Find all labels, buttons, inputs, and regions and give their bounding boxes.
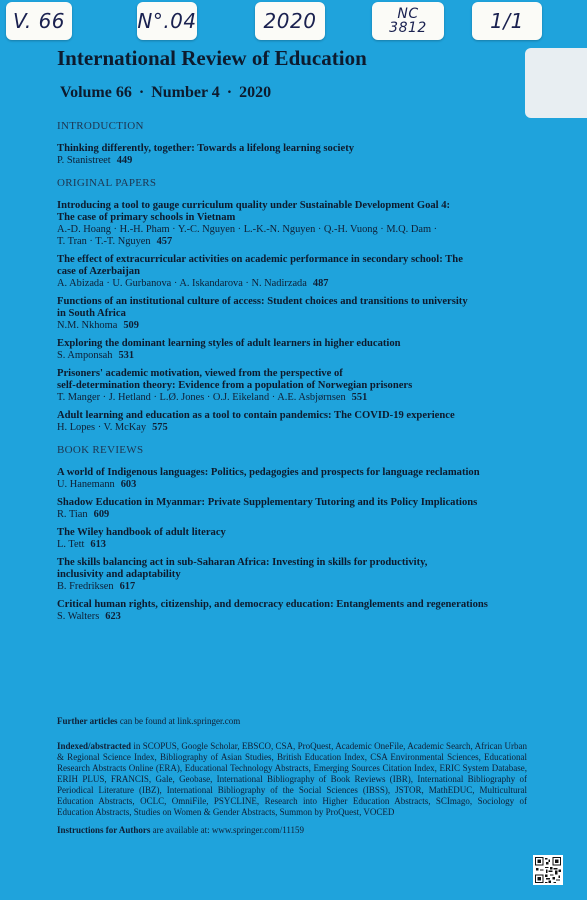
sticker-volume: V. 66 [6,2,72,40]
paper-entry [57,296,527,332]
review-title: inclusivity and adaptability [57,569,181,580]
paper-title: Functions of an institutional culture of access: Student choices and transitions to university [57,296,468,307]
issue-line [60,84,271,102]
page-number: 551 [351,392,368,403]
review-title: The Wiley handbook of adult literacy [57,527,226,538]
page-number: 617 [119,581,136,592]
paper-authors: T. Tran · T.-T. Nguyen 457 [57,236,173,247]
paper-title: Adult learning and education as a tool to contain pandemics: The COVID-19 experience [57,410,455,421]
review-authors: S. Walters 623 [57,611,121,622]
review-authors: U. Hanemann 603 [57,479,137,490]
page-number: 609 [93,509,110,520]
sticker-year: 2020 [255,2,325,40]
paper-title: Exploring the dominant learning styles of adult learners in higher education [57,338,401,349]
page-number: 575 [152,422,168,433]
paper-authors: H. Lopes · V. McKay 575 [57,422,168,433]
journal-title: International Review of Education [57,46,367,70]
table-of-contents [57,120,527,629]
paper-entry [57,338,527,362]
review-title: The skills balancing act in sub-Saharan Africa: Investing in skills for productivity, [57,557,428,568]
cover-tab [525,48,587,118]
papers-list [57,200,527,434]
review-entry [57,527,527,551]
review-title: A world of Indigenous languages: Politics, pedagogies and prospects for language reclamation [57,467,480,478]
paper-title: The case of primary schools in Vietnam [57,212,236,223]
review-title: Critical human rights, citizenship, and democracy education: Entanglements and regenerations [57,599,488,610]
paper-title: The effect of extracurricular activities on academic performance in secondary school: The [57,254,463,265]
page-number: 457 [156,236,173,247]
sticker-number: N°.04 [137,2,197,40]
section-original-papers: ORIGINAL PAPERS [57,177,157,189]
paper-authors: T. Manger · J. Hetland · L.Ø. Jones · O.J. Eikeland · A.E. Asbjørnsen 551 [57,392,368,403]
section-book-reviews: BOOK REVIEWS [57,444,144,456]
paper-entry [57,368,527,404]
paper-title: in South Africa [57,308,126,319]
review-entry [57,467,527,491]
paper-entry [57,200,527,248]
page-number: 603 [120,479,137,490]
number-label: Number 4 [151,84,220,101]
review-entry [57,599,527,623]
introduction-list [57,143,527,167]
review-entry [57,497,527,521]
review-authors: B. Fredriksen 617 [57,581,136,592]
year-label: 2020 [239,84,272,101]
further-articles: Further articles can be found at link.springer.com [57,716,241,726]
page-number: 509 [123,320,139,331]
review-authors: L. Tett 613 [57,539,106,550]
instructions-for-authors: Instructions for Authors are available at: www.springer.com/11159 [57,825,305,835]
page-number: 487 [312,278,329,289]
introduction-title: Thinking differently, together: Towards a lifelong learning society [57,143,355,154]
review-entry [57,557,527,593]
introduction-authors: P. Stanistreet 449 [57,155,133,166]
page-number: 449 [116,155,133,166]
indexed-abstracted: Indexed/abstracted in SCOPUS, Google Scholar, EBSCO, CSA, ProQuest, Academic OneFile, Academic Search, African Urban & Regional Science Index, Bibliography of Asian Studies, British Education Index, CSA Environmental Sciences, Educational Research Abstracts Online (ERA), Educational Technology Abstracts, Emerging Sources Citation Index, ERIC System Database, ERIH PLUS, FRANCIS, Gale, Geobase, International Bibliography of Book Reviews (IBR), International Bibliography of Periodical Literature (IBZ), International Bibliography of the Social Sciences (IBSS), JSTOR, MathEDUC, Multicultural Education Abstracts, OCLC, OmniFile, PSYCLINE, Research into Higher Education Abstracts, SCImago, Sociology of Education Abstracts, Studies on Women & Gender Abstracts, Summon by ProQuest, VOCED [57,741,527,817]
section-introduction: INTRODUCTION [57,120,144,132]
reviews-list [57,467,527,623]
review-authors: R. Tian 609 [57,509,110,520]
paper-authors: A.-D. Hoang · H.-H. Pham · Y.-C. Nguyen · L.-K.-N. Nguyen · Q.-H. Vuong · M.Q. Dam · [57,224,438,235]
paper-title: self-determination theory: Evidence from a population of Norwegian prisoners [57,380,413,391]
issue-separator: · [226,84,233,101]
paper-entry [57,254,527,290]
paper-title: case of Azerbaijan [57,266,140,277]
introduction-entry [57,143,527,167]
paper-title: Prisoners' academic motivation, viewed from the perspective of [57,368,343,379]
volume-label: Volume 66 [60,84,132,101]
sticker-call-number: NC 3812 [372,2,444,40]
paper-authors: N.M. Nkhoma 509 [57,320,139,331]
sticker-copy: 1/1 [472,2,542,40]
paper-title: Introducing a tool to gauge curriculum quality under Sustainable Development Goal 4: [57,200,451,211]
paper-authors: S. Amponsah 531 [57,350,135,361]
paper-authors: A. Abizada · U. Gurbanova · A. Iskandarova · N. Nadirzada 487 [57,278,329,289]
review-title: Shadow Education in Myanmar: Private Supplementary Tutoring and its Policy Implications [57,497,478,508]
page-number: 623 [105,611,121,622]
page-number: 531 [118,350,135,361]
paper-entry [57,410,527,434]
qr-code-icon [533,855,563,885]
page-number: 613 [90,539,106,550]
issue-separator: · [138,84,145,101]
